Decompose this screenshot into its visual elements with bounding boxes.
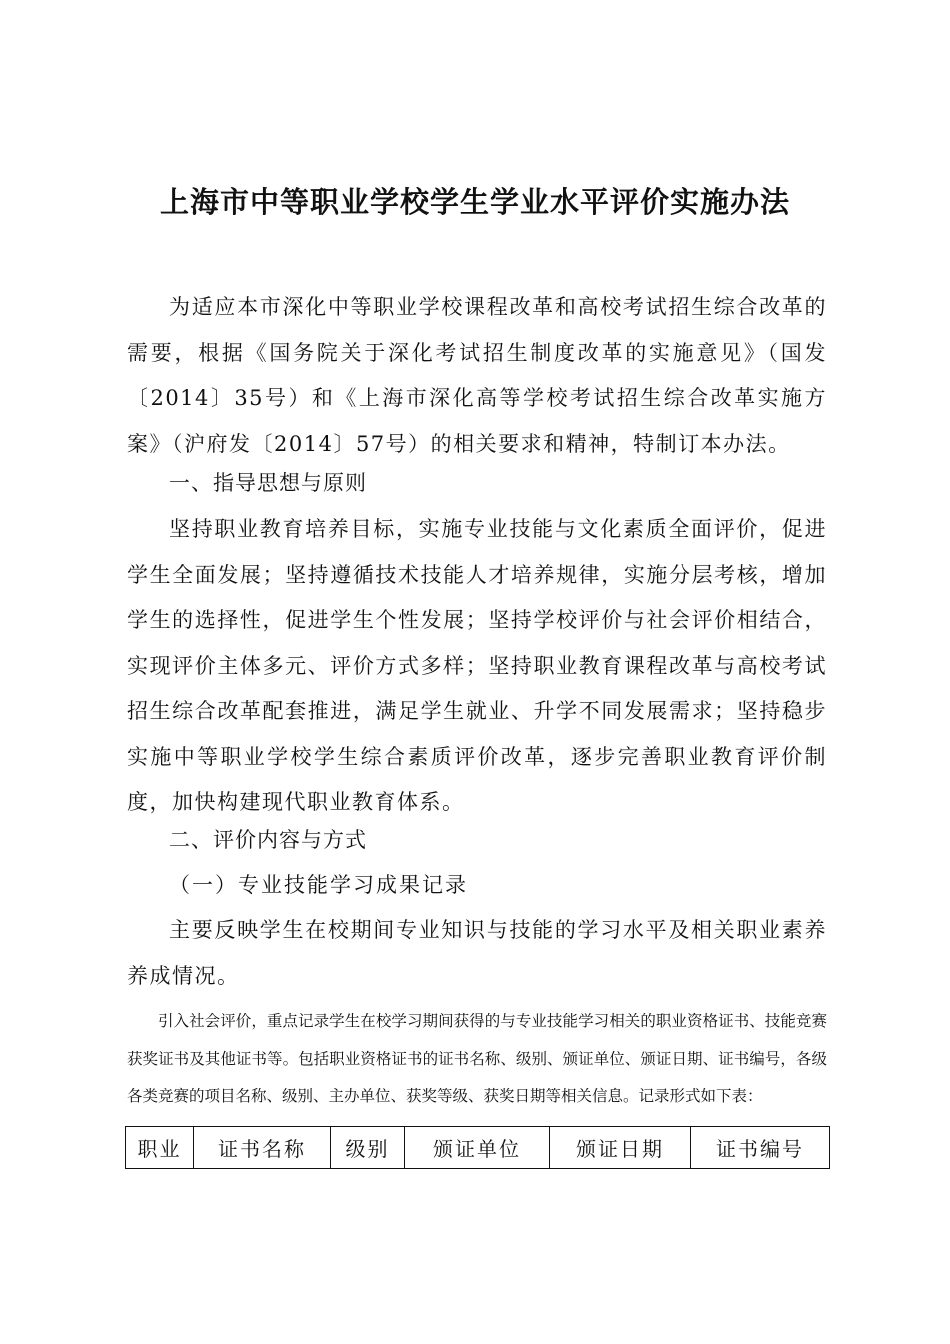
document-title: 上海市中等职业学校学生学业水平评价实施办法 xyxy=(159,185,790,219)
certificate-table xyxy=(125,1126,830,1169)
table-header-cell: 颁证日期 xyxy=(550,1127,691,1169)
table-header-row xyxy=(126,1127,830,1169)
table-header-cell: 证书名称 xyxy=(194,1127,331,1169)
section-2-heading: 二、评价内容与方式 xyxy=(169,828,367,852)
section-1-body: 坚持职业教育培养目标，实施专业技能与文化素质全面评价，促进学生全面发展；坚持遵循技术技能人才培养规律，实施分层考核，增加学生的选择性，促进学生个性发展；坚持学校评价与社会评价相结合，实现评价主体多元、评价方式多样；坚持职业教育课程改革与高校考试招生综合改革配套推进，满足学生就业、升学不同发展需求；坚持稳步实施中等职业学校学生综合素质评价改革，逐步完善职业教育评价制度，加快构建现代职业教育体系。 xyxy=(127,517,827,814)
table-header-cell: 证书编号 xyxy=(691,1127,830,1169)
section-1-heading: 一、指导思想与原则 xyxy=(169,471,367,495)
intro-paragraph: 为适应本市深化中等职业学校课程改革和高校考试招生综合改革的需要，根据《国务院关于深化考试招生制度改革的实施意见》（国发〔2014〕35号）和《上海市深化高等学校考试招生综合改革实施方案》（沪府发〔2014〕57号）的相关要求和精神，特制订本办法。 xyxy=(127,295,827,456)
table-header-cell: 职业 xyxy=(126,1127,194,1169)
table-header-cell: 级别 xyxy=(331,1127,405,1169)
table-header-cell: 颁证单位 xyxy=(405,1127,550,1169)
section-2-detail: 引入社会评价，重点记录学生在校学习期间获得的与专业技能学习相关的职业资格证书、技能竞赛获奖证书及其他证书等。包括职业资格证书的证书名称、级别、颁证单位、颁证日期、证书编号，各级各类竞赛的项目名称、级别、主办单位、获奖等级、获奖日期等相关信息。记录形式如下表： xyxy=(127,1012,827,1105)
section-2-body: 主要反映学生在校期间专业知识与技能的学习水平及相关职业素养养成情况。 xyxy=(127,918,827,988)
section-2-subheading: （一）专业技能学习成果记录 xyxy=(169,873,468,897)
